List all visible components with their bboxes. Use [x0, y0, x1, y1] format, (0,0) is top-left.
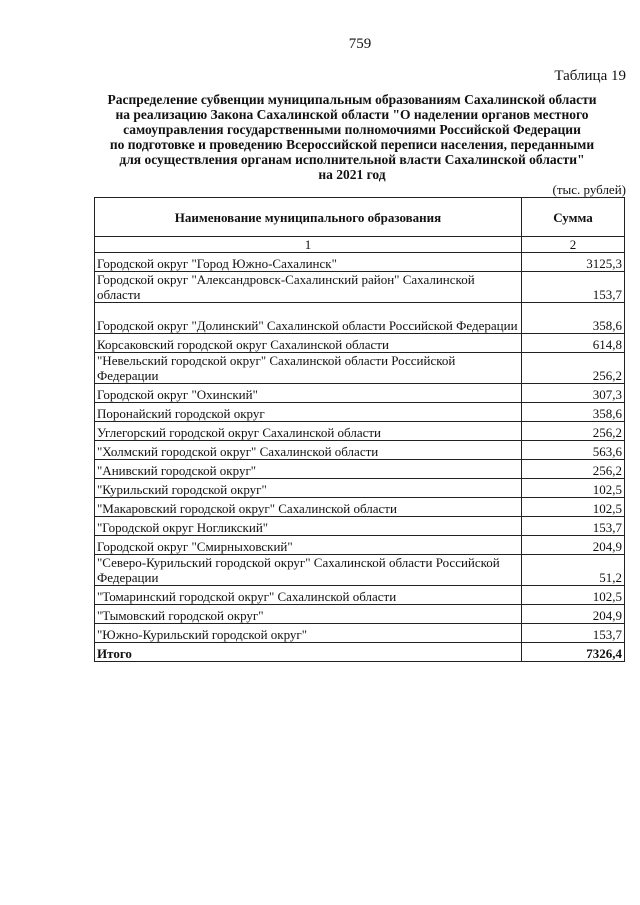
municipality-sum: 256,2 [522, 353, 625, 384]
table-row [95, 253, 625, 272]
municipality-sum: 358,6 [522, 403, 625, 422]
title-line: самоуправления государственными полномочиями Российской Федерации [123, 122, 581, 137]
table-row [95, 384, 625, 403]
municipality-name: "Северо-Курильский городской округ" Сахалинской области Российской Федерации [95, 555, 522, 586]
municipality-name: "Курильский городской округ" [95, 479, 522, 498]
municipality-name: Городской округ "Город Южно-Сахалинск" [95, 253, 522, 272]
municipality-name: Городской округ "Охинский" [95, 384, 522, 403]
municipality-sum: 102,5 [522, 586, 625, 605]
table-label: Таблица 19 [554, 68, 626, 84]
header-row [95, 198, 625, 237]
table-row [95, 334, 625, 353]
municipality-name: "Томаринский городской округ" Сахалинской области [95, 586, 522, 605]
municipality-name: Городской округ "Александровск-Сахалинский район" Сахалинской области [95, 272, 522, 303]
table-row [95, 272, 625, 303]
municipality-name: "Южно-Курильский городской округ" [95, 624, 522, 643]
municipality-sum: 358,6 [522, 303, 625, 334]
table-row [95, 624, 625, 643]
table-row [95, 460, 625, 479]
municipality-sum: 102,5 [522, 498, 625, 517]
table-row [95, 422, 625, 441]
municipality-name: Поронайский городской округ [95, 403, 522, 422]
units-label: (тыс. рублей) [552, 182, 626, 197]
subvention-table [94, 197, 625, 662]
municipality-sum: 307,3 [522, 384, 625, 403]
table-row [95, 441, 625, 460]
municipality-sum: 563,6 [522, 441, 625, 460]
municipality-name: Городской округ "Смирныховский" [95, 536, 522, 555]
name-column-header: Наименование муниципального образования [95, 198, 522, 237]
column-number: 1 [95, 237, 522, 253]
municipality-name: "Городской округ Ногликский" [95, 517, 522, 536]
sum-column-header: Сумма [522, 198, 625, 237]
document-title [92, 92, 612, 182]
municipality-sum: 153,7 [522, 272, 625, 303]
table-row [95, 303, 625, 334]
municipality-sum: 614,8 [522, 334, 625, 353]
table-row [95, 353, 625, 384]
municipality-name: "Невельский городской округ" Сахалинской области Российской Федерации [95, 353, 522, 384]
municipality-sum: 256,2 [522, 422, 625, 441]
table-row [95, 586, 625, 605]
title-line: на 2021 год [318, 167, 386, 182]
column-number-row [95, 237, 625, 253]
municipality-sum: 204,9 [522, 536, 625, 555]
column-number: 2 [522, 237, 625, 253]
municipality-sum: 102,5 [522, 479, 625, 498]
table-row [95, 479, 625, 498]
municipality-sum: 204,9 [522, 605, 625, 624]
total-row [95, 643, 625, 662]
table-row [95, 605, 625, 624]
municipality-sum: 3125,3 [522, 253, 625, 272]
municipality-sum: 153,7 [522, 517, 625, 536]
table-row [95, 555, 625, 586]
municipality-sum: 153,7 [522, 624, 625, 643]
table-row [95, 498, 625, 517]
title-line: на реализацию Закона Сахалинской области "О наделении органов местного [115, 107, 589, 122]
total-sum: 7326,4 [522, 643, 625, 662]
page-number: 759 [348, 36, 372, 52]
total-label: Итого [95, 643, 522, 662]
title-line: Распределение субвенции муниципальным образованиям Сахалинской области [107, 92, 597, 107]
municipality-name: Корсаковский городской округ Сахалинской области [95, 334, 522, 353]
municipality-name: "Тымовский городской округ" [95, 605, 522, 624]
title-line: по подготовке и проведению Всероссийской переписи населения, переданными [109, 137, 595, 152]
table-row [95, 517, 625, 536]
table-row [95, 536, 625, 555]
municipality-sum: 51,2 [522, 555, 625, 586]
municipality-name: "Холмский городской округ" Сахалинской области [95, 441, 522, 460]
municipality-name: Городской округ "Долинский" Сахалинской области Российской Федерации [95, 303, 522, 334]
municipality-name: Углегорский городской округ Сахалинской области [95, 422, 522, 441]
title-line: для осуществления органам исполнительной власти Сахалинской области" [119, 152, 585, 167]
municipality-name: "Анивский городской округ" [95, 460, 522, 479]
table-row [95, 403, 625, 422]
municipality-sum: 256,2 [522, 460, 625, 479]
municipality-name: "Макаровский городской округ" Сахалинской области [95, 498, 522, 517]
